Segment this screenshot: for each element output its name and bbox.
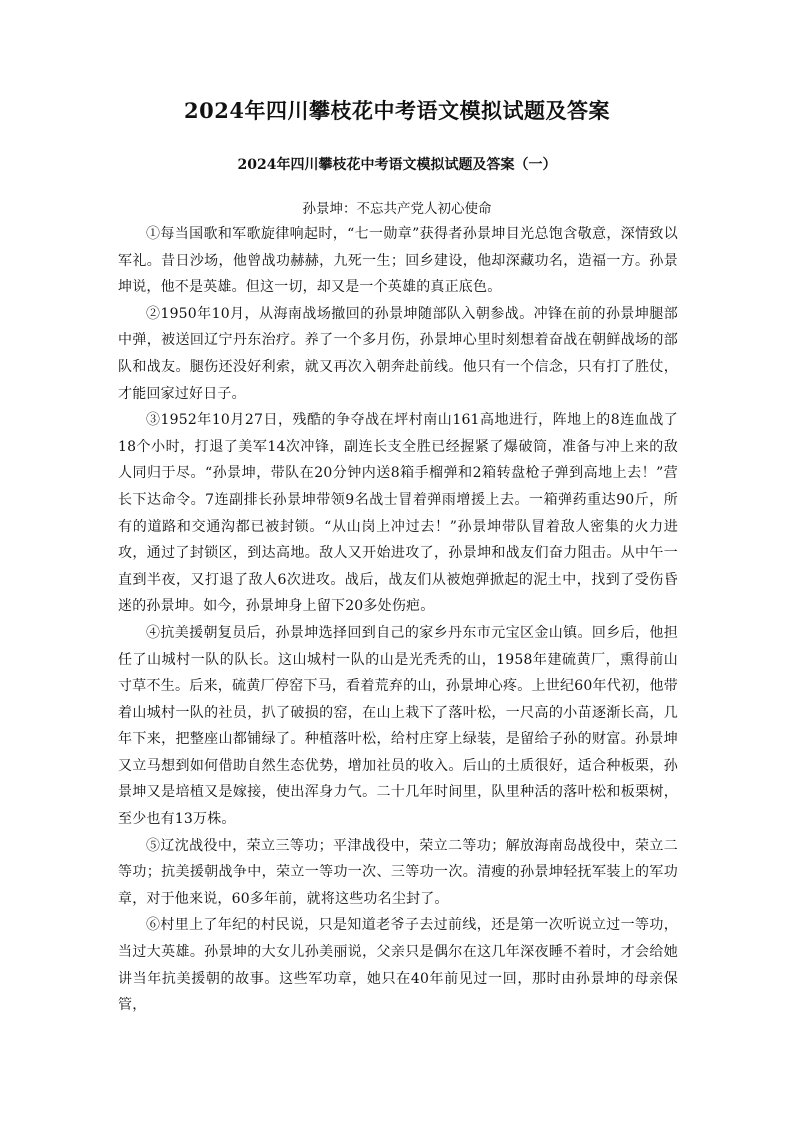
paragraph-4: ④抗美援朝复员后，孙景坤选择回到自己的家乡丹东市元宝区金山镇。回乡后，他担任了山城村一队的队长。这山城村一队的山是光秃秃的山，1958年建硫黄厂，熏得前山寸草不生。后来，硫黄厂停窑下马，看着荒弃的山，孙景坤心疼。上世纪60年代初，他带着山城村一队的社员，扒了破损的窑，在山上栽下了落叶松，一尺高的小苗逐渐长高，几年下来，把整座山都铺绿了。种植落叶松，给村庄穿上绿装，是留给子孙的财富。孙景坤又立马想到如何借助自然生态优势，增加社员的收入。后山的土质很好，适合种板栗，孙景坤又是培植又是嫁接，使出浑身力气。二十几年时间里，队里种活的落叶松和板栗树，至少也有13万株。 bbox=[118, 624, 678, 828]
paragraph-2: ②1950年10月，从海南战场撤回的孙景坤随部队入朝参战。冲锋在前的孙景坤腿部中弹，被送回辽宁丹东治疗。养了一个多月伤，孙景坤心里时刻想着奋战在朝鲜战场的部队和战友。腿伤还没好利索，就又再次入朝奔赴前线。他只有一个信念，只有打了胜仗，才能回家过好日子。 bbox=[118, 305, 678, 402]
document-title: 2024年四川攀枝花中考语文模拟试题及答案 bbox=[184, 98, 610, 123]
article-title: 孙景坤：不忘共产党人初心使命 bbox=[302, 201, 492, 217]
paragraph-3: ③1952年10月27日，残酷的争夺战在坪村南山161高地进行，阵地上的8连血战了18个小时，打退了美军14次冲锋，副连长支全胜已经握紧了爆破筒，准备与冲上来的敌人同归于尽。“孙景坤，带队在20分钟内送8箱手榴弹和2箱转盘枪子弹到高地上去！”营长下达命令。7连副排长孙景坤带领9名战士冒着弹雨增援上去。一箱弹药重达90斤，所有的道路和交通沟都已被封锁。“从山岗上冲过去！”孙景坤带队冒着敌人密集的火力进攻，通过了封锁区，到达高地。敌人又开始进攻了，孙景坤和战友们奋力阻击。从中午一直到半夜，又打退了敌人6次进攻。战后，战友们从被炮弹掀起的泥土中，找到了受伤昏迷的孙景坤。如今，孙景坤身上留下20多处伤疤。 bbox=[118, 412, 678, 615]
paragraph-6: ⑥村里上了年纪的村民说，只是知道老爷子去过前线，还是第一次听说立过一等功，当过大英雄。孙景坤的大女儿孙美丽说，父亲只是偶尔在这几年深夜睡不着时，才会给她讲当年抗美援朝的故事。这些军功章，她只在40年前见过一回，那时由孙景坤的母亲保管， bbox=[118, 917, 678, 1014]
paragraph-1: ①每当国歌和军歌旋律响起时，“七一勋章”获得者孙景坤目光总饱含敬意，深情致以军礼。昔日沙场，他曾战功赫赫，九死一生；回乡建设，他却深藏功名，造福一方。孙景坤说，他不是英雄。但这一切，却又是一个英雄的真正底色。 bbox=[118, 226, 678, 296]
article-body bbox=[118, 221, 678, 1019]
paragraph-5: ⑤辽沈战役中，荣立三等功；平津战役中，荣立二等功；解放海南岛战役中，荣立二等功；抗美援朝战争中，荣立一等功一次、三等功一次。清瘦的孙景坤轻抚军装上的军功章，对于他来说，60多年前，就将这些功名尘封了。 bbox=[118, 837, 678, 907]
section-title: 2024年四川攀枝花中考语文模拟试题及答案（一） bbox=[237, 157, 557, 173]
